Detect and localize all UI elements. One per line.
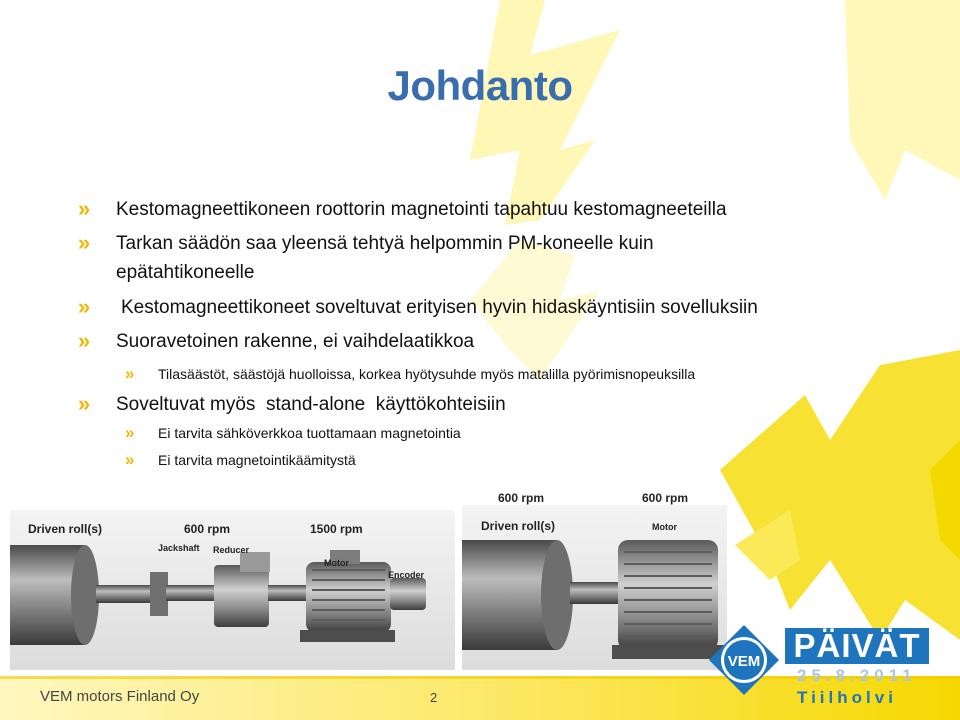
bullet-text: Ei tarvita sähköverkkoa tuottamaan magnetointia	[158, 425, 461, 441]
label-driven-rolls: Driven roll(s)	[28, 522, 103, 536]
bullet-continuation	[116, 262, 254, 284]
bullet-text: Kestomagneettikoneen roottorin magnetointi tapahtuu kestomagneeteilla	[116, 199, 727, 220]
footer-company-name: VEM motors Finland Oy	[40, 688, 200, 705]
bullet-chevron-icon: »	[78, 294, 88, 319]
bullet-chevron-icon: »	[78, 196, 88, 221]
label-600-rpm-roll: 600 rpm	[498, 491, 545, 505]
bullet-subitem	[125, 423, 461, 442]
bullet-text: Soveltuvat myös stand-alone käyttökohteisiin	[116, 394, 506, 415]
bullet-chevron-icon: »	[125, 450, 132, 469]
bullet-text: Kestomagneettikoneet soveltuvat erityisen hyvin hidaskäyntisiin sovelluksiin	[121, 297, 758, 318]
label-600-rpm: 600 rpm	[184, 522, 231, 536]
vem-logo-text: VEM	[727, 653, 761, 670]
label-1500-rpm: 1500 rpm	[310, 522, 363, 536]
bullet-text: Suoravetoinen rakenne, ei vaihdelaatikkoa	[116, 331, 475, 352]
bullet-text: Tilasäästöt, säästöjä huolloissa, korkea hyötysuhde myös matalilla pyörimisnopeuksilla	[158, 366, 696, 382]
bullet-text: Tarkan säädön saa yleensä tehtyä helpommin PM-koneelle kuin	[116, 233, 654, 254]
label-driven-rolls: Driven roll(s)	[481, 519, 556, 533]
slide-title: Johdanto	[387, 62, 573, 109]
bullet-chevron-icon: »	[78, 391, 88, 416]
bullet-item	[78, 294, 758, 319]
bullet-text: Ei tarvita magnetointikäämitystä	[158, 452, 356, 468]
label-600-rpm-motor: 600 rpm	[642, 491, 689, 505]
bullet-item	[78, 391, 506, 416]
bullet-item	[78, 328, 475, 353]
label-reducer: Reducer	[213, 545, 250, 555]
bullet-subitem	[125, 364, 696, 383]
label-motor: Motor	[324, 558, 349, 568]
page-number: 2	[430, 690, 438, 705]
vem-logo	[709, 625, 779, 695]
bullet-chevron-icon: »	[125, 364, 132, 383]
bullet-chevron-icon: »	[78, 328, 88, 353]
label-motor: Motor	[652, 522, 677, 532]
event-place: Tiilholvi	[797, 688, 897, 707]
bullet-item	[78, 230, 654, 255]
bullet-chevron-icon: »	[125, 423, 132, 442]
label-jackshaft: Jackshaft	[158, 543, 200, 553]
geared-drive-figure	[10, 510, 455, 670]
bullet-text: epätahtikoneelle	[116, 262, 255, 283]
event-name: PÄIVÄT	[785, 628, 929, 664]
bullet-subitem	[125, 450, 356, 469]
bullet-item	[78, 196, 727, 221]
label-encoder: Encoder	[388, 570, 425, 580]
event-date: 25.8.2011	[797, 666, 917, 685]
bullet-chevron-icon: »	[78, 230, 88, 255]
direct-drive-figure	[462, 491, 727, 670]
